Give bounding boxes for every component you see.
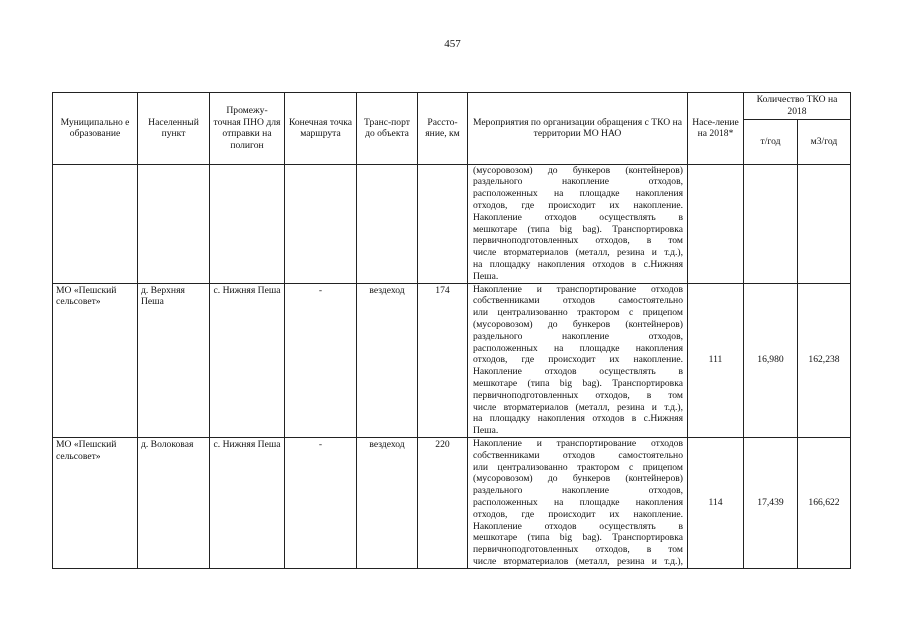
- cell-transport: [357, 164, 418, 283]
- cell-transport: вездеход: [357, 283, 418, 437]
- cell-measures: [468, 437, 688, 568]
- header-settlement: Населенный пункт: [138, 93, 210, 165]
- cell-distance: 174: [418, 283, 468, 437]
- measures-line: на площадку накопления отходов в с.Нижняя: [473, 258, 683, 270]
- measures-line: раздельного накопление отходов,: [473, 176, 683, 188]
- tko-routes-table: [52, 92, 851, 569]
- header-t-per-year: т/год: [744, 119, 798, 164]
- cell-population: 111: [688, 283, 744, 437]
- cell-measures: [468, 283, 688, 437]
- cell-municipality: МО «Пешский сельсовет»: [53, 437, 138, 568]
- table-row: [53, 283, 851, 437]
- table-row-continuation: [53, 164, 851, 283]
- measures-line: собственниками отходов самостоятельно: [473, 295, 683, 307]
- measures-line: Накопление и транспортирование отходов: [473, 283, 683, 295]
- header-endpoint: Конечная точка маршрута: [285, 93, 357, 165]
- measures-line: Накопление отходов осуществлять в: [473, 366, 683, 378]
- cell-m3-per-year: 162,238: [798, 283, 851, 437]
- cell-settlement: д. Верхняя Пеша: [138, 283, 210, 437]
- measures-line: отходов, где происходит их накопление.: [473, 508, 683, 520]
- measures-line: (мусоровозом) до бункеров (контейнеров): [473, 473, 683, 485]
- cell-measures: [468, 164, 688, 283]
- header-tko-quantity: Количество ТКО на 2018: [744, 93, 851, 120]
- cell-municipality: МО «Пешский сельсовет»: [53, 283, 138, 437]
- measures-line: или централизованно трактором с прицепом: [473, 461, 683, 473]
- measures-line: раздельного накопление отходов,: [473, 485, 683, 497]
- cell-t-per-year: [744, 164, 798, 283]
- measures-line: отходов, где происходит их накопление.: [473, 354, 683, 366]
- header-population: Насе-ление на 2018*: [688, 93, 744, 165]
- measures-line: мешкотаре (типа big bag). Транспортировка: [473, 223, 683, 235]
- cell-municipality: [53, 164, 138, 283]
- measures-line: числе вторматериалов (металл, резина и т.д.),: [473, 401, 683, 413]
- measures-line: Пеша.: [473, 270, 499, 282]
- measures-line: расположенных на площадке накопления: [473, 342, 683, 354]
- cell-endpoint: -: [285, 437, 357, 568]
- cell-transport: вездеход: [357, 437, 418, 568]
- header-measures: Мероприятия по организации обращения с ТКО на территории МО НАО: [468, 93, 688, 165]
- measures-line: мешкотаре (типа big bag). Транспортировка: [473, 377, 683, 389]
- cell-m3-per-year: [798, 164, 851, 283]
- measures-line: (мусоровозом) до бункеров (контейнеров): [473, 164, 683, 176]
- measures-line: Накопление и транспортирование отходов: [473, 437, 683, 449]
- measures-line: отходов, где происходит их накопление.: [473, 199, 683, 211]
- header-intermediate-point: Промежу-точная ПНО для отправки на полигон: [210, 93, 285, 165]
- cell-settlement: д. Волоковая: [138, 437, 210, 568]
- cell-t-per-year: 16,980: [744, 283, 798, 437]
- measures-line: (мусоровозом) до бункеров (контейнеров): [473, 318, 683, 330]
- cell-intermediate-point: [210, 164, 285, 283]
- measures-line: Пеша.: [473, 425, 499, 437]
- measures-line: расположенных на площадке накопления: [473, 496, 683, 508]
- page-number: 457: [444, 38, 461, 50]
- measures-line: Накопление отходов осуществлять в: [473, 211, 683, 223]
- measures-line: мешкотаре (типа big bag). Транспортировка: [473, 532, 683, 544]
- header-municipality: Муниципально е образование: [53, 93, 138, 165]
- header-distance: Рассто-яние, км: [418, 93, 468, 165]
- header-m3-per-year: м3/год: [798, 119, 851, 164]
- measures-line: числе вторматериалов (металл, резина и т.д.),: [473, 555, 683, 567]
- measures-line: на площадку накопления отходов в с.Нижняя: [473, 413, 683, 425]
- measures-line: собственниками отходов самостоятельно: [473, 449, 683, 461]
- measures-line: числе вторматериалов (металл, резина и т.д.),: [473, 247, 683, 259]
- measures-line: первичноподготовленных отходов, в том: [473, 389, 683, 401]
- header-transport: Транс-порт до объекта: [357, 93, 418, 165]
- cell-intermediate-point: с. Нижняя Пеша: [210, 283, 285, 437]
- cell-endpoint: -: [285, 283, 357, 437]
- table-row: [53, 437, 851, 568]
- cell-m3-per-year: 166,622: [798, 437, 851, 568]
- measures-line: раздельного накопление отходов,: [473, 330, 683, 342]
- measures-line: первичноподготовленных отходов, в том: [473, 235, 683, 247]
- cell-settlement: [138, 164, 210, 283]
- measures-line: или централизованно трактором с прицепом: [473, 307, 683, 319]
- measures-line: первичноподготовленных отходов, в том: [473, 544, 683, 556]
- cell-population: [688, 164, 744, 283]
- cell-distance: 220: [418, 437, 468, 568]
- measures-line: расположенных на площадке накопления: [473, 188, 683, 200]
- cell-intermediate-point: с. Нижняя Пеша: [210, 437, 285, 568]
- cell-distance: [418, 164, 468, 283]
- cell-endpoint: [285, 164, 357, 283]
- cell-population: 114: [688, 437, 744, 568]
- measures-line: Накопление отходов осуществлять в: [473, 520, 683, 532]
- cell-t-per-year: 17,439: [744, 437, 798, 568]
